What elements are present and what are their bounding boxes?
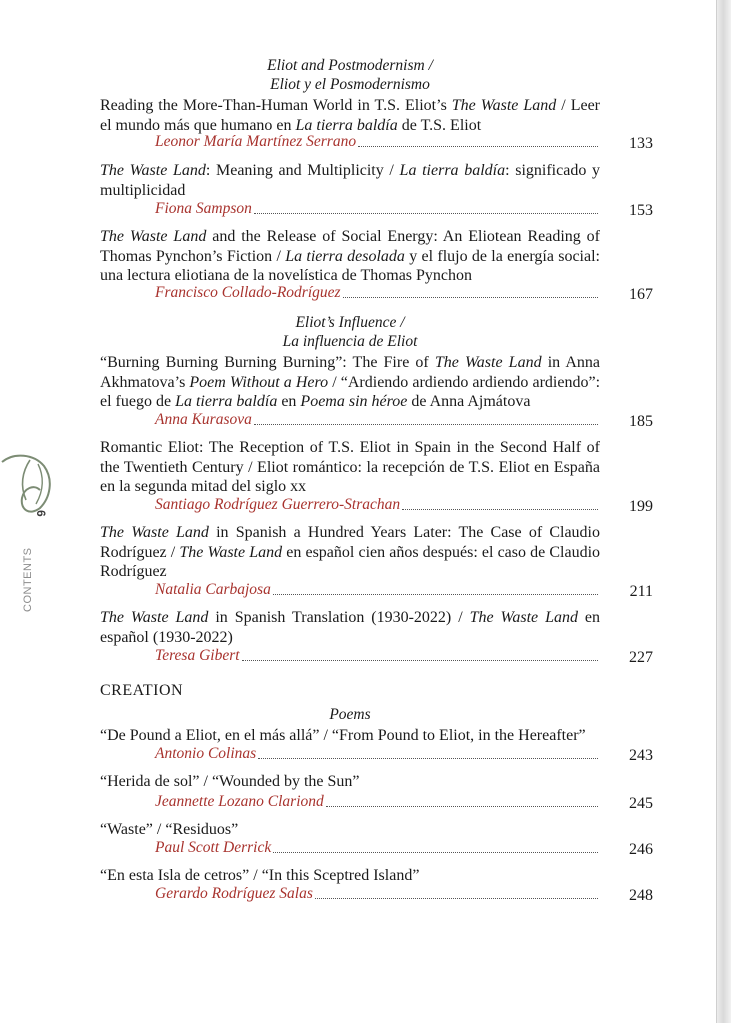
author-line xyxy=(155,646,598,665)
section-heading-line: Eliot and Postmodernism / xyxy=(267,57,433,74)
entry-page-number: 211 xyxy=(629,583,653,600)
page-edge xyxy=(716,0,731,1023)
author-line xyxy=(155,132,598,151)
entry-author: Natalia Carbajosa xyxy=(155,581,271,598)
toc-entry xyxy=(100,227,600,286)
leaf-ornament-icon xyxy=(0,450,60,520)
author-line xyxy=(155,884,598,903)
dot-leader xyxy=(273,593,598,595)
entry-page-number: 243 xyxy=(629,747,653,764)
entry-title: The Waste Land in Spanish Translation (1930-2022) / The Waste Land en español (1930-2022) xyxy=(100,609,601,646)
author-line xyxy=(155,792,598,811)
entry-title: The Waste Land and the Release of Social Energy: An Eliotean Reading of Thomas Pynchon’s Fiction / La tierra desolada y el flujo de la energía social: una lectura eliotiana de la novelística de Thomas Pynchon xyxy=(100,228,600,284)
dot-leader xyxy=(343,296,598,298)
entry-title: Romantic Eliot: The Reception of T.S. Eliot in Spain in the Second Half of the Twentieth Century / Eliot romántico: la recepción de T.S. Eliot en España en la segunda mitad del siglo xx xyxy=(100,439,600,495)
dot-leader xyxy=(254,212,598,214)
toc-entry xyxy=(100,820,600,840)
section-heading-line: La influencia de Eliot xyxy=(282,333,418,350)
entry-page-number: 133 xyxy=(629,135,653,152)
dot-leader xyxy=(254,423,598,425)
toc-entry xyxy=(100,523,600,582)
dot-leader xyxy=(402,508,598,510)
entry-title: The Waste Land: Meaning and Multiplicity / La tierra baldía: significado y multiplicidad xyxy=(100,162,601,199)
entry-author: Gerardo Rodríguez Salas xyxy=(155,885,313,902)
side-page-number: 6 xyxy=(34,510,48,517)
entry-author: Francisco Collado-Rodríguez xyxy=(155,284,341,301)
entry-title: The Waste Land in Spanish a Hundred Years Later: The Case of Claudio Rodríguez / The Waste Land en español cien años después: el caso de Claudio Rodríguez xyxy=(100,524,601,580)
dot-leader xyxy=(242,659,598,661)
entry-author: Leonor María Martínez Serrano xyxy=(155,133,357,150)
entry-page-number: 227 xyxy=(629,649,653,666)
author-line xyxy=(155,199,598,218)
author-line xyxy=(155,838,598,857)
entry-page-number: 167 xyxy=(629,286,653,303)
dot-leader xyxy=(258,757,598,759)
toc-entry xyxy=(100,96,600,135)
entry-author: Fiona Sampson xyxy=(155,200,252,217)
toc-entry xyxy=(100,438,600,497)
creation-heading: CREATION xyxy=(100,682,184,699)
entry-author: Santiago Rodríguez Guerrero-Strachan xyxy=(155,496,401,513)
dot-leader xyxy=(315,897,598,899)
entry-author: Paul Scott Derrick xyxy=(155,839,272,856)
toc-entry xyxy=(100,353,600,412)
entry-title: “Herida de sol” / “Wounded by the Sun” xyxy=(100,773,360,790)
entry-title: “De Pound a Eliot, en el más allá” / “From Pound to Eliot, in the Hereafter” xyxy=(100,727,586,744)
entry-page-number: 185 xyxy=(629,413,653,430)
dot-leader xyxy=(326,805,598,807)
section-heading-line: Eliot y el Posmodernismo xyxy=(270,76,430,93)
author-line xyxy=(155,410,598,429)
dot-leader xyxy=(358,145,598,147)
entry-page-number: 199 xyxy=(629,498,653,515)
author-line xyxy=(155,580,598,599)
toc-entry xyxy=(100,608,600,647)
side-section-label: CONTENTS xyxy=(22,547,34,612)
dot-leader xyxy=(273,851,598,853)
section-heading-postmodernism xyxy=(100,56,600,94)
entry-author: Jeannette Lozano Clariond xyxy=(155,793,324,810)
author-line xyxy=(155,744,598,763)
entry-page-number: 245 xyxy=(629,795,653,812)
entry-page-number: 246 xyxy=(629,841,653,858)
entry-title: “En esta Isla de cetros” / “In this Sceptred Island” xyxy=(100,867,420,884)
entry-author: Anna Kurasova xyxy=(155,411,252,428)
entry-author: Teresa Gibert xyxy=(155,647,240,664)
section-heading-poems: Poems xyxy=(329,706,371,723)
entry-title: Reading the More-Than-Human World in T.S. Eliot’s The Waste Land / Leer el mundo más que humano en La tierra baldía de T.S. Eliot xyxy=(100,97,600,134)
entry-author: Antonio Colinas xyxy=(155,745,257,762)
toc-entry xyxy=(100,866,600,886)
entry-title: “Burning Burning Burning Burning”: The Fire of The Waste Land in Anna Akhmatova’s Poem Without a Hero / “Ardiendo ardiendo ardiendo ardiendo”: el fuego de La tierra baldía en Poema sin héroe de Anna Ajmátova xyxy=(100,354,601,410)
section-heading-influence xyxy=(100,313,600,351)
toc-entry xyxy=(100,772,600,792)
entry-page-number: 248 xyxy=(629,887,653,904)
entry-title: “Waste” / “Residuos” xyxy=(100,821,239,838)
entry-page-number: 153 xyxy=(629,202,653,219)
author-line xyxy=(155,495,598,514)
section-heading-line: Eliot’s Influence / xyxy=(295,314,405,331)
toc-entry xyxy=(100,161,600,200)
toc-entry xyxy=(100,726,600,746)
author-line xyxy=(155,283,598,302)
